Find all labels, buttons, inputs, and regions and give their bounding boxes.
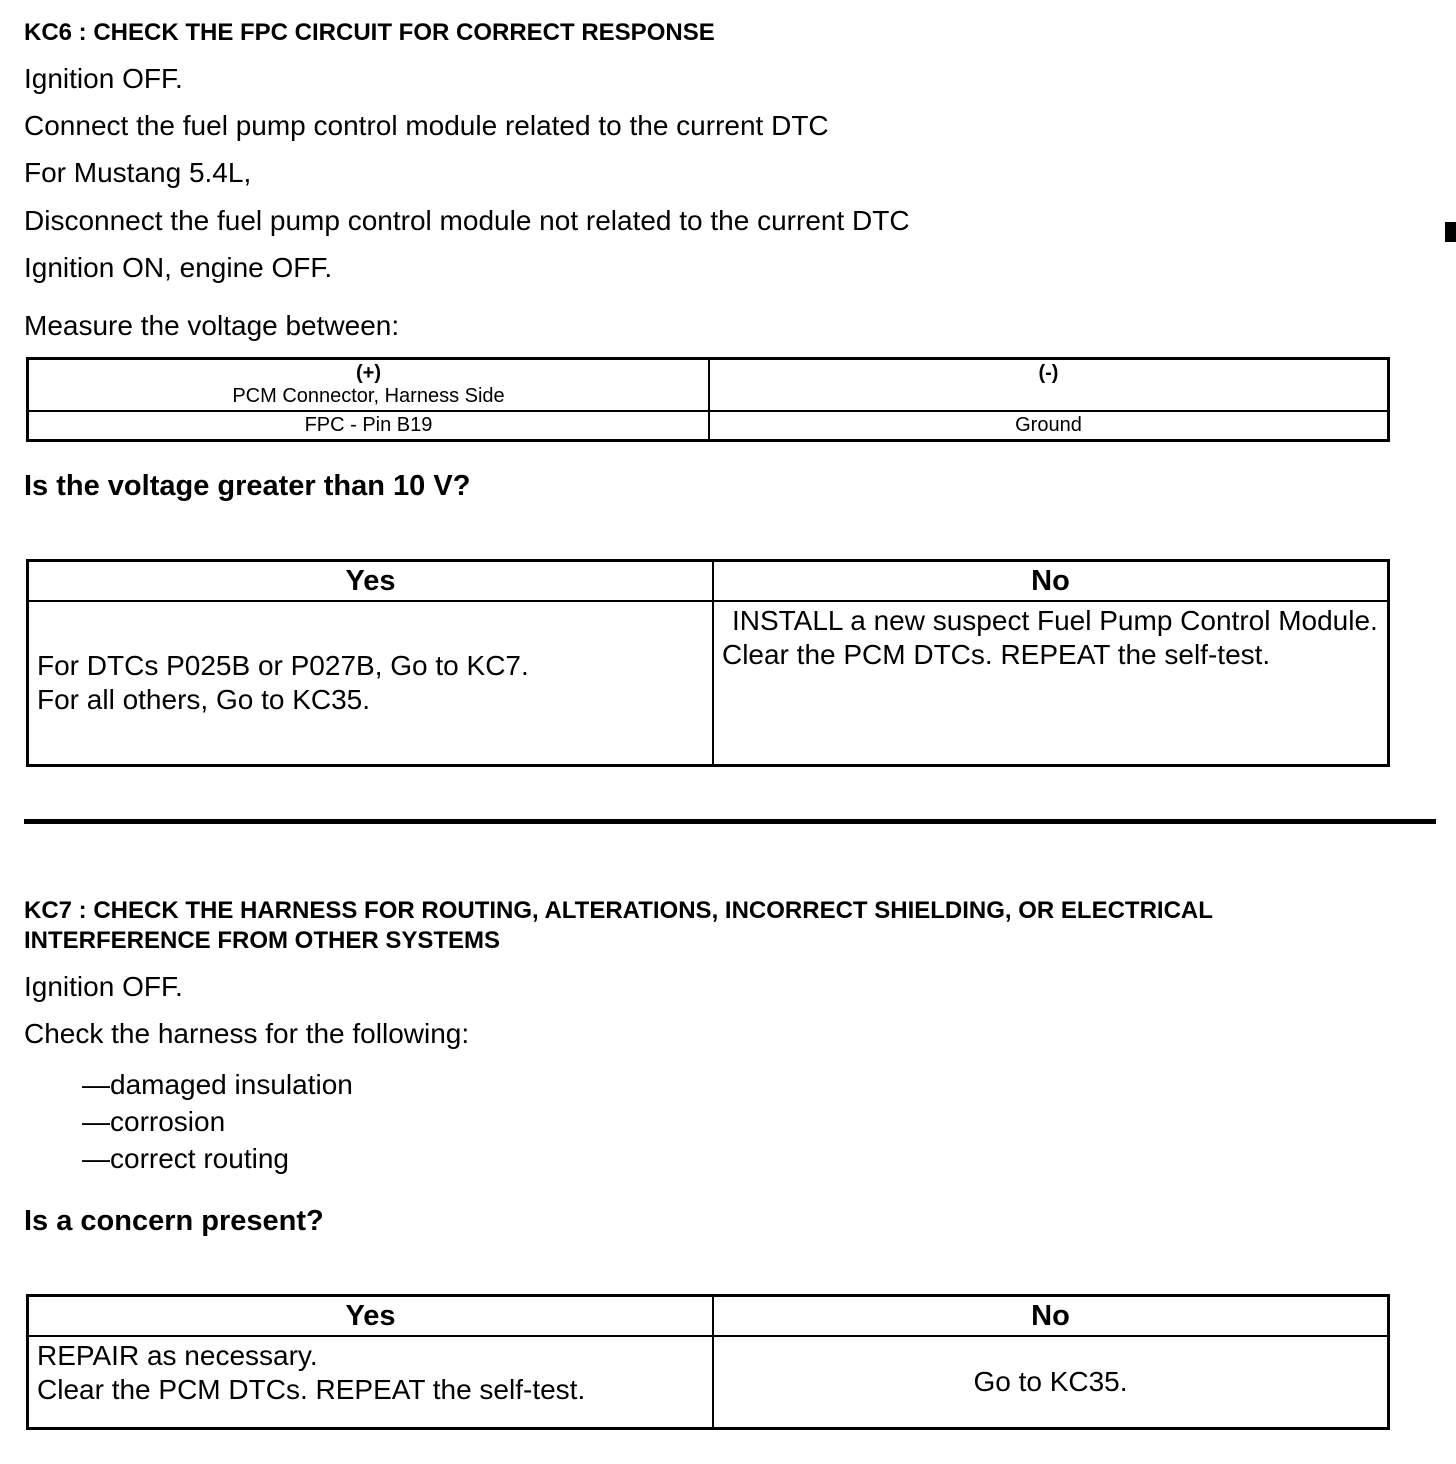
kc6-decision-table [26, 559, 1390, 767]
measurement-value-row [28, 411, 1389, 441]
kc6-step-ignition-off: Ignition OFF. [24, 63, 183, 94]
kc7-question: Is a concern present? [24, 1205, 324, 1238]
kc6-yes-cell [28, 601, 713, 766]
kc6-step-measure: Measure the voltage between: [24, 309, 400, 341]
decision-body-row [28, 601, 1389, 766]
decision-body-row [28, 1336, 1389, 1429]
negative-column-header [709, 359, 1389, 412]
kc6-step-connect-module: Connect the fuel pump control module related to the current DTC [24, 110, 829, 142]
kc6-no-line-1: INSTALL a new suspect Fuel Pump Control Module. [731, 605, 1378, 637]
kc6-step-ignition-on: Ignition ON, engine OFF. [24, 251, 333, 283]
kc6-yes-line-2: For all others, Go to KC35. [37, 684, 371, 716]
no-column-header: No [713, 561, 1389, 602]
kc7-decision-table [26, 1294, 1390, 1430]
kc7-heading: KC7 : CHECK THE HARNESS FOR ROUTING, ALTERATIONS, INCORRECT SHIELDING, OR ELECTRICAL INTERFERENCE FROM OTHER SYSTEMS [24, 897, 1213, 955]
checklist-item-routing: —correct routing [82, 1142, 289, 1174]
measurement-header-row [28, 359, 1389, 412]
positive-pin-cell: FPC - Pin B19 [28, 411, 709, 441]
kc6-yes-line-1: For DTCs P025B or P027B, Go to KC7. [37, 649, 529, 681]
kc6-step-disconnect-module: Disconnect the fuel pump control module not related to the current DTC [24, 204, 910, 236]
negative-ground-cell: Ground [709, 411, 1389, 441]
positive-sign-label: (+) [355, 362, 381, 385]
kc6-heading: KC6 : CHECK THE FPC CIRCUIT FOR CORRECT RESPONSE [24, 19, 715, 46]
section-kc7 [24, 896, 1434, 1430]
positive-column-header [28, 359, 709, 412]
section-divider [24, 819, 1436, 824]
voltage-measurement-table [26, 357, 1390, 442]
yes-column-header: Yes [28, 561, 713, 602]
kc7-yes-cell [28, 1336, 713, 1429]
kc7-yes-line-1: REPAIR as necessary. [37, 1340, 318, 1372]
kc6-step-mustang: For Mustang 5.4L, [24, 157, 252, 189]
kc7-yes-line-2: Clear the PCM DTCs. REPEAT the self-test. [37, 1374, 586, 1406]
decision-header-row [28, 561, 1389, 602]
kc7-step-ignition-off: Ignition OFF. [24, 971, 183, 1003]
section-kc6 [24, 18, 1434, 767]
kc6-question: Is the voltage greater than 10 V? [24, 470, 471, 503]
decision-header-row [28, 1296, 1389, 1337]
harness-checklist [82, 1066, 1434, 1178]
positive-sub-label: PCM Connector, Harness Side [232, 385, 505, 408]
checklist-item-corrosion: —corrosion [82, 1105, 226, 1137]
kc7-no-cell [713, 1336, 1389, 1429]
checklist-item-insulation: —damaged insulation [82, 1068, 353, 1100]
kc6-no-cell [713, 601, 1389, 766]
negative-sign-label: (-) [1038, 362, 1059, 385]
kc7-no-line-1: Go to KC35. [973, 1366, 1128, 1398]
kc6-no-line-2: Clear the PCM DTCs. REPEAT the self-test. [721, 639, 1271, 671]
yes-column-header: Yes [28, 1296, 713, 1337]
scan-artifact-mark [1445, 222, 1456, 242]
kc7-step-check-harness: Check the harness for the following: [24, 1018, 470, 1050]
no-column-header: No [713, 1296, 1389, 1337]
